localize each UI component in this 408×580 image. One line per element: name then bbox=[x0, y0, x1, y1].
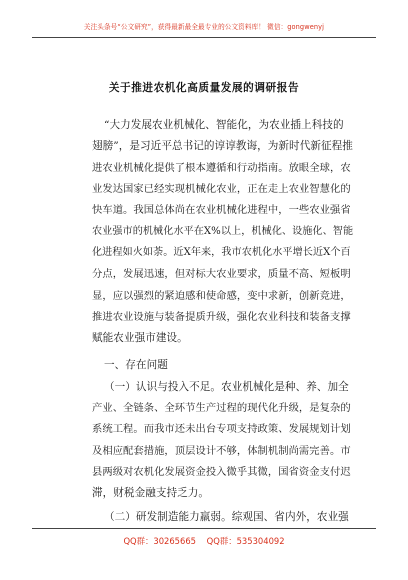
body-line: 及相应配套措施，顶层设计不够，体制机制尚需完善。市 bbox=[92, 445, 351, 457]
section-heading: 一、存在问题 bbox=[104, 359, 168, 371]
body-line: 县两级对农机化发展资金投入微乎其微，国省资金支付迟 bbox=[92, 466, 351, 478]
body-line: 快车道。我国总体尚在农业机械化进程中，一些农业强省 bbox=[92, 204, 351, 216]
footer-qq-groups: QQ群：30265665 QQ群：535304092 bbox=[123, 536, 285, 546]
body-line: （二）研发制造能力羸弱。综观国、省内外，农业强 bbox=[104, 511, 349, 523]
body-line: 推进农业设施与装备提质升级，强化农业科技和装备支撑 bbox=[92, 311, 351, 323]
body-line: 化进程如火如荼。近X年来，我市农机化水平增长近X个百 bbox=[92, 247, 351, 258]
promo-banner: 关注头条号“公文研究”，获得最新最全最专业的公文资料库！ 微信：gongwenyj bbox=[83, 23, 325, 31]
body-line: （一）认识与投入不足。农业机械化是种、养、加全 bbox=[104, 381, 349, 393]
body-line: 业发达国家已经实现机械化农业，正在走上农业智慧化的 bbox=[92, 183, 351, 195]
body-line: 农业强市的机械化水平在X%以上，机械化、设施化、智能 bbox=[92, 226, 354, 237]
body-line: 产业、全链条、全环节生产过程的现代化升级，是复杂的 bbox=[92, 402, 351, 414]
body-line: 分点，发展迅速，但对标大农业要求，质量不高、短板明 bbox=[92, 268, 351, 280]
footer-divider bbox=[32, 528, 376, 529]
body-line: 进农业机械化提供了根本遵循和行动指南。放眼全球，农 bbox=[92, 162, 351, 174]
body-line: 显，应以强烈的紧迫感和使命感，变中求新，创新竞进， bbox=[92, 290, 351, 302]
body-line: “大力发展农业机械化、智能化，为农业插上科技的 bbox=[104, 119, 344, 131]
body-line: 滞，财税金融支持乏力。 bbox=[92, 487, 210, 499]
header-divider bbox=[32, 37, 376, 38]
body-line: 赋能农业强市建设。 bbox=[92, 332, 188, 344]
body-line: 系统工程。而我市还未出台专项支持政策、发展规划计划 bbox=[92, 423, 351, 435]
body-line: 翅膀”，是习近平总书记的谆谆教诲，为新时代新征程推 bbox=[92, 140, 353, 152]
document-title: 关于推进农机化高质量发展的调研报告 bbox=[108, 82, 300, 94]
